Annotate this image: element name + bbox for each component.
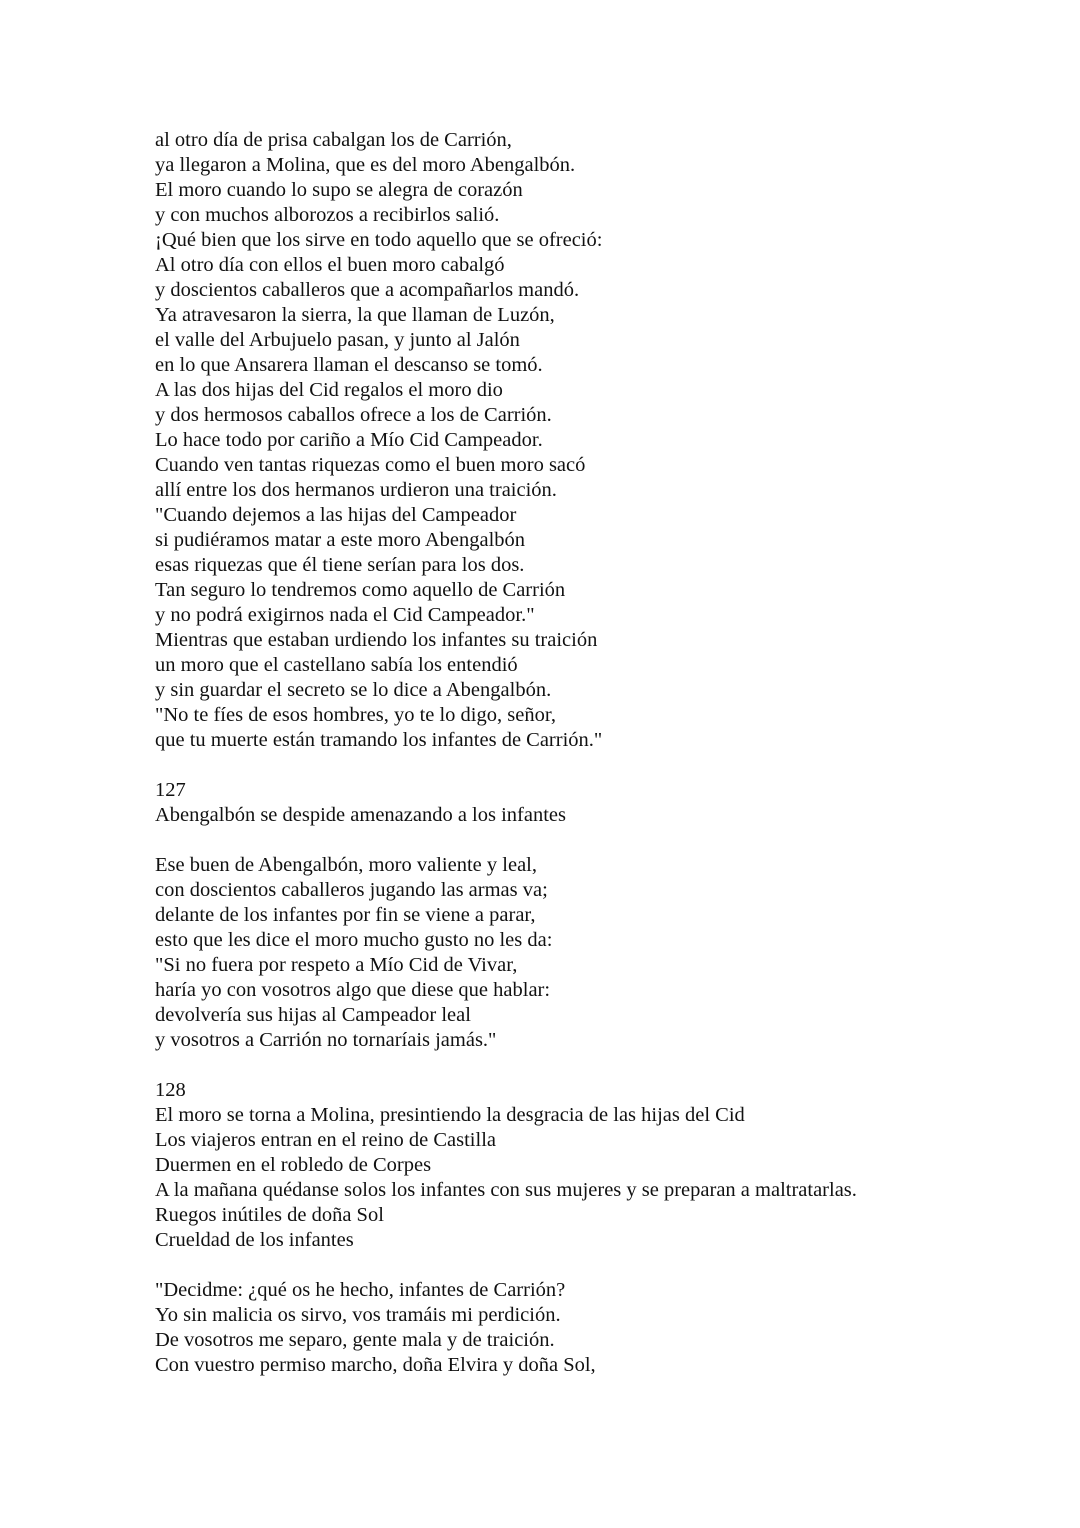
verse-line: en lo que Ansarera llaman el descanso se tomó. <box>155 354 543 376</box>
verse-line: haría yo con vosotros algo que diese que hablar: <box>155 979 551 1001</box>
verse-line: si pudiéramos matar a este moro Abengalbón <box>155 529 526 551</box>
section-heading: El moro se torna a Molina, presintiendo la desgracia de las hijas del Cid <box>155 1104 745 1126</box>
verse-line: el valle del Arbujuelo pasan, y junto al Jalón <box>155 329 520 351</box>
verse-line: Tan seguro lo tendremos como aquello de Carrión <box>155 579 566 601</box>
blank-line <box>155 753 1055 778</box>
verse-line: El moro cuando lo supo se alegra de corazón <box>155 179 523 201</box>
page-text <box>155 128 1055 1378</box>
verse-line: y sin guardar el secreto se lo dice a Abengalbón. <box>155 679 552 701</box>
verse-line: "No te fíes de esos hombres, yo te lo digo, señor, <box>155 704 556 726</box>
verse-line: Yo sin malicia os sirvo, vos tramáis mi perdición. <box>155 1304 561 1326</box>
verse-line: Ya atravesaron la sierra, la que llaman de Luzón, <box>155 304 555 326</box>
verse-line: delante de los infantes por fin se viene a parar, <box>155 904 536 926</box>
blank-line <box>155 828 1055 853</box>
verse-line: con doscientos caballeros jugando las armas va; <box>155 879 548 901</box>
verse-line: y vosotros a Carrión no tornaríais jamás." <box>155 1029 497 1051</box>
verse-line: esas riquezas que él tiene serían para los dos. <box>155 554 525 576</box>
verse-line: devolvería sus hijas al Campeador leal <box>155 1004 471 1026</box>
verse-line: ya llegaron a Molina, que es del moro Abengalbón. <box>155 154 576 176</box>
section-heading: Duermen en el robledo de Corpes <box>155 1154 432 1176</box>
verse-line: Cuando ven tantas riquezas como el buen moro sacó <box>155 454 586 476</box>
verse-line: esto que les dice el moro mucho gusto no les da: <box>155 929 553 951</box>
verse-line: "Decidme: ¿qué os he hecho, infantes de Carrión? <box>155 1279 566 1301</box>
verse-line: y con muchos alborozos a recibirlos salió. <box>155 204 500 226</box>
verse-line: un moro que el castellano sabía los entendió <box>155 654 518 676</box>
section-heading: Abengalbón se despide amenazando a los infantes <box>155 804 567 826</box>
verse-line: Con vuestro permiso marcho, doña Elvira y doña Sol, <box>155 1354 596 1376</box>
verse-line: que tu muerte están tramando los infantes de Carrión." <box>155 729 603 751</box>
section-heading: A la mañana quédanse solos los infantes con sus mujeres y se preparan a maltratarlas. <box>155 1179 857 1201</box>
verse-line: al otro día de prisa cabalgan los de Carrión, <box>155 129 512 151</box>
verse-line: Ese buen de Abengalbón, moro valiente y leal, <box>155 854 537 876</box>
verse-line: "Si no fuera por respeto a Mío Cid de Vivar, <box>155 954 518 976</box>
verse-line: De vosotros me separo, gente mala y de traición. <box>155 1329 555 1351</box>
section-heading: Los viajeros entran en el reino de Castilla <box>155 1129 496 1151</box>
verse-line: A las dos hijas del Cid regalos el moro dio <box>155 379 503 401</box>
verse-line: allí entre los dos hermanos urdieron una traición. <box>155 479 557 501</box>
blank-line <box>155 1253 1055 1278</box>
section-number: 127 <box>155 779 186 801</box>
section-heading: Crueldad de los infantes <box>155 1229 354 1251</box>
verse-line: "Cuando dejemos a las hijas del Campeador <box>155 504 517 526</box>
section-number: 128 <box>155 1079 186 1101</box>
verse-block-126 <box>155 128 1055 753</box>
verse-line: Al otro día con ellos el buen moro cabalgó <box>155 254 505 276</box>
verse-line: y no podrá exigirnos nada el Cid Campeador." <box>155 604 535 626</box>
verse-line: y dos hermosos caballos ofrece a los de Carrión. <box>155 404 552 426</box>
verse-line: y doscientos caballeros que a acompañarlos mandó. <box>155 279 580 301</box>
section-128 <box>155 1078 1055 1378</box>
verse-line: Lo hace todo por cariño a Mío Cid Campeador. <box>155 429 543 451</box>
verse-line: ¡Qué bien que los sirve en todo aquello que se ofreció: <box>155 229 603 251</box>
blank-line <box>155 1053 1055 1078</box>
section-heading: Ruegos inútiles de doña Sol <box>155 1204 384 1226</box>
section-127 <box>155 778 1055 1053</box>
verse-line: Mientras que estaban urdiendo los infantes su traición <box>155 629 598 651</box>
